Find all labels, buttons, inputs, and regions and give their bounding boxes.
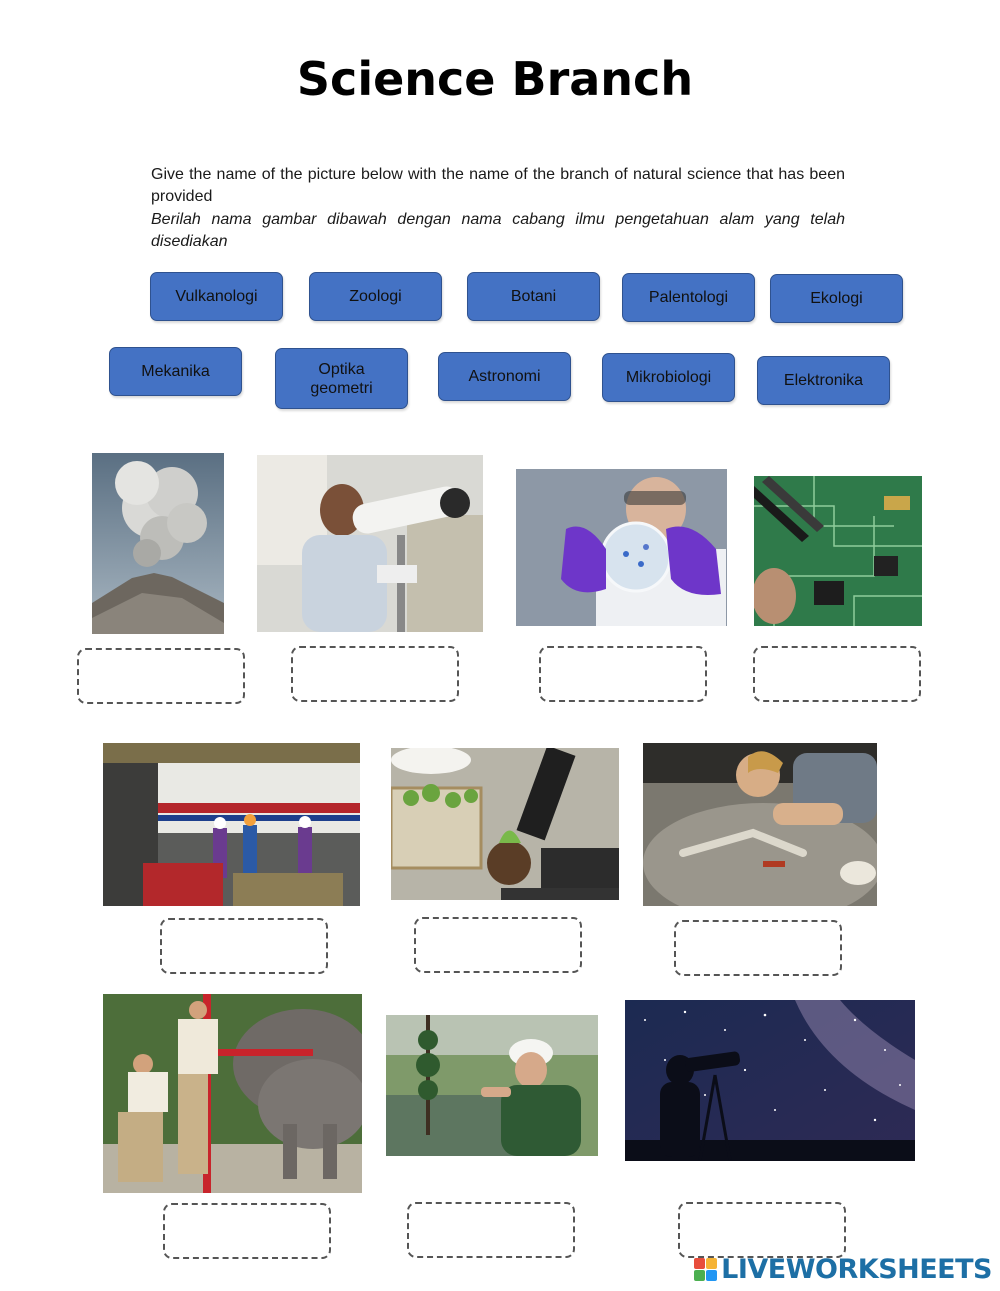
word-chip-mikrobiologi[interactable]: Mikrobiologi bbox=[602, 353, 735, 402]
answer-box-10[interactable] bbox=[678, 1202, 846, 1258]
answer-box-1[interactable] bbox=[77, 648, 245, 704]
answer-box-7[interactable] bbox=[674, 920, 842, 976]
instruction-indonesian: Berilah nama gambar dibawah dengan nama cabang ilmu pengetahuan alam yang telah disediakan bbox=[151, 211, 845, 250]
locomotive-workshop-photo bbox=[103, 743, 360, 906]
telescope-lens-inspection-photo bbox=[257, 455, 483, 632]
instruction-english: Give the name of the picture below with the name of the branch of natural science that has been provided bbox=[151, 166, 845, 205]
word-chip-ekologi[interactable]: Ekologi bbox=[770, 274, 903, 323]
word-chip-vulkanologi[interactable]: Vulkanologi bbox=[150, 272, 283, 321]
answer-box-5[interactable] bbox=[160, 918, 328, 974]
answer-box-6[interactable] bbox=[414, 917, 582, 973]
circuit-board-photo bbox=[754, 476, 922, 626]
word-chip-botani[interactable]: Botani bbox=[467, 272, 600, 321]
word-chip-elektronika[interactable]: Elektronika bbox=[757, 356, 890, 405]
page-title: Science Branch bbox=[296, 52, 694, 106]
night-sky-telescope-photo bbox=[625, 1000, 915, 1161]
word-chip-optika-geometri[interactable]: Optika geometri bbox=[275, 348, 408, 409]
field-researcher-lake-photo bbox=[386, 1015, 598, 1156]
microscope-plant-photo bbox=[391, 748, 619, 900]
answer-box-3[interactable] bbox=[539, 646, 707, 702]
volcano-eruption-photo bbox=[92, 453, 224, 634]
logo-mark-icon bbox=[694, 1258, 717, 1281]
answer-box-9[interactable] bbox=[407, 1202, 575, 1258]
answer-box-2[interactable] bbox=[291, 646, 459, 702]
word-chip-palentologi[interactable]: Palentologi bbox=[622, 273, 755, 322]
answer-box-8[interactable] bbox=[163, 1203, 331, 1259]
answer-box-4[interactable] bbox=[753, 646, 921, 702]
word-chip-mekanika[interactable]: Mekanika bbox=[109, 347, 242, 396]
brand-name: LIVEWORKSHEETS bbox=[721, 1254, 992, 1285]
elephant-measurement-photo bbox=[103, 994, 362, 1193]
petri-dish-lab-photo bbox=[516, 469, 727, 626]
word-chip-zoologi[interactable]: Zoologi bbox=[309, 272, 442, 321]
liveworksheets-logo bbox=[694, 1254, 992, 1285]
fossil-excavation-photo bbox=[643, 743, 877, 906]
word-chip-astronomi[interactable]: Astronomi bbox=[438, 352, 571, 401]
